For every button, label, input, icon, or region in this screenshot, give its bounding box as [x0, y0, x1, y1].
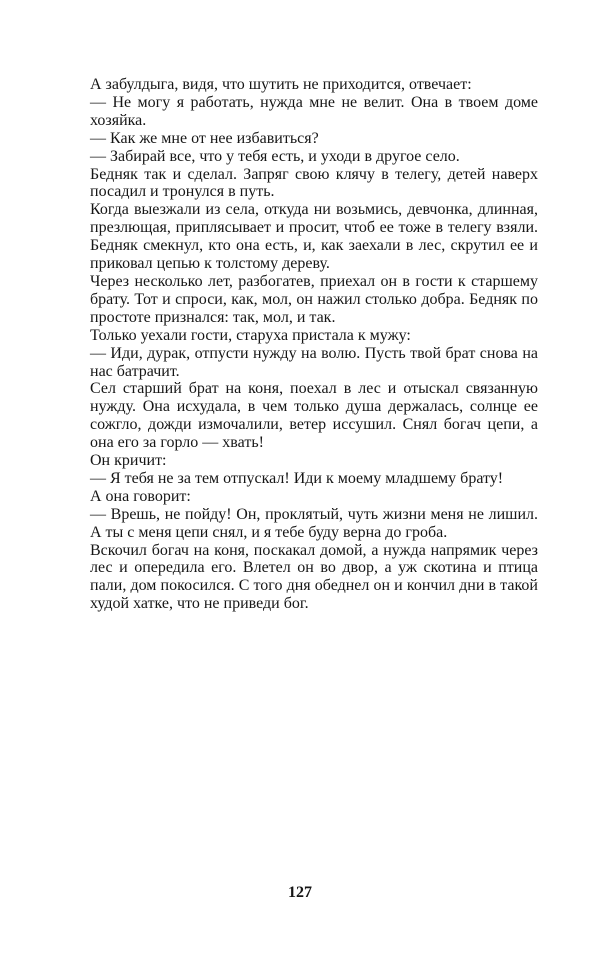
paragraph-9: — Иди, дурак, отпусти нужду на волю. Пусть твой брат снова на нас батрачит.	[90, 344, 538, 380]
paragraph-15: Вскочил богач на коня, поскакал домой, а нужда напрямик через лес и опередила его. Влетел он во двор, а уж скотина и птица пали, дом покосился. С того дня обеднел он и кончил дни в такой худой хатке, что не приведи бог.	[90, 541, 538, 613]
paragraph-14: — Врешь, не пойду! Он, проклятый, чуть жизни меня не лишил. А ты с меня цепи снял, и я тебе буду верна до гроба.	[90, 505, 538, 541]
story-text	[90, 76, 538, 613]
page-number: 127	[288, 884, 312, 901]
paragraph-13: А она говорит:	[90, 487, 191, 505]
paragraph-8: Только уехали гости, старуха пристала к мужу:	[90, 326, 411, 344]
paragraph-3: — Как же мне от нее избавиться?	[90, 129, 319, 147]
paragraph-4: — Забирай все, что у тебя есть, и уходи в другое село.	[90, 147, 460, 165]
paragraph-11: Он кричит:	[90, 452, 167, 470]
paragraph-1: А забулдыга, видя, что шутить не приходится, отвечает:	[90, 76, 472, 93]
paragraph-6: Когда выезжали из села, откуда ни возьмись, девчонка, длинная, презлющая, приплясывает и просит, чтоб ее тоже в телегу взяли. Бедняк смекнул, кто она есть, и, как заехали в лес, скрутил ее и приковал цепью к толстому дереву.	[90, 201, 538, 273]
paragraph-12: — Я тебя не за тем отпускал! Иди к моему младшему брату!	[90, 469, 504, 487]
paragraph-5: Бедняк так и сделал. Запряг свою клячу в телегу, детей наверх посадил и тронулся в путь.	[90, 165, 538, 201]
paragraph-2: — Не могу я работать, нужда мне не велит. Она в твоем доме хозяйка.	[90, 93, 538, 129]
paragraph-7: Через несколько лет, разбогатев, приехал он в гости к старшему брату. Тот и спроси, как, мол, он нажил столько добра. Бедняк по простоте признался: так, мол, и так.	[90, 272, 538, 326]
paragraph-10: Сел старший брат на коня, поехал в лес и отыскал связанную нужду. Она исхудала, в чем только душа держалась, солнце ее сожгло, дожди измочалили, ветер иссушил. Снял богач цепи, а она его за горло — хвать!	[90, 380, 538, 452]
